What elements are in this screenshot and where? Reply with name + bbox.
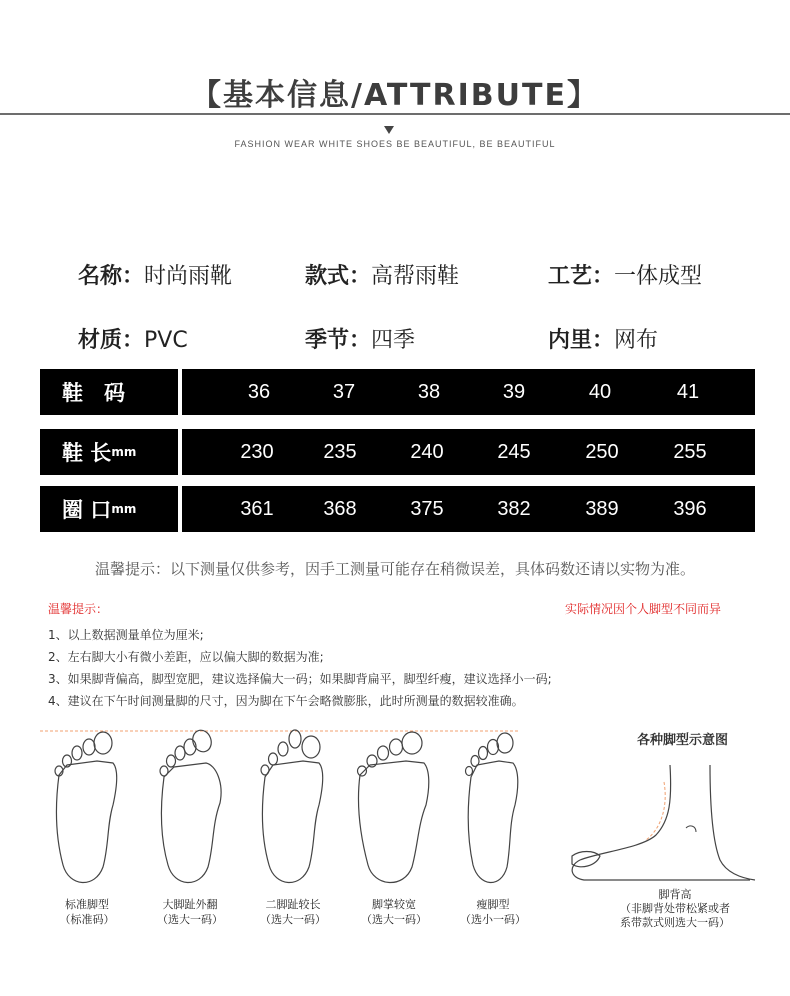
table-cell: 255 (673, 441, 707, 463)
table-cell: 38 (417, 381, 441, 403)
row-cells (182, 369, 755, 415)
note-item: 2、左右脚大小有微小差距，应以偏大脚的数据为准; (48, 650, 324, 664)
attr-craft: 工艺：一体成型 (548, 264, 703, 289)
foot-outline-icon (243, 725, 343, 895)
foot-outline-icon (140, 725, 240, 895)
table-cell: 41 (676, 381, 700, 403)
table-cell: 39 (502, 381, 526, 403)
foot-caption: 瘦脚型 （选小一码） (460, 898, 526, 926)
table-cell: 389 (585, 498, 619, 520)
warm-tip-label: 温馨提示： (48, 602, 109, 616)
foot-slim (443, 725, 543, 935)
table-cell: 230 (240, 441, 274, 463)
row-header: 鞋 码 (40, 369, 178, 415)
high-instep-caption: 脚背高 （非脚背处带松紧或者 系带款式则选大一码） (620, 888, 730, 929)
foot-wide (344, 725, 444, 935)
individual-difference-note: 实际情况因个人脚型不同而异 (565, 602, 722, 616)
table-row-size (40, 369, 755, 415)
row-header: 圈 口 mm (40, 486, 178, 532)
foot-outline-icon (37, 725, 137, 895)
foot-outline-icon (344, 725, 444, 895)
attr-material: 材质：PVC (78, 328, 188, 353)
table-row-length (40, 429, 755, 475)
table-cell: 396 (673, 498, 707, 520)
row-header: 鞋 长 mm (40, 429, 178, 475)
foot-caption: 二脚趾较长 （选大一码） (260, 898, 326, 926)
note-item: 3、如果脚背偏高，脚型宽肥，建议选择偏大一码；如果脚背扁平，脚型纤瘦，建议选择小一码; (48, 672, 552, 686)
row-cells (182, 486, 755, 532)
diagram-title: 各种脚型示意图 (637, 733, 729, 748)
table-cell: 361 (240, 498, 274, 520)
triangle-down-icon (384, 126, 394, 134)
table-cell: 245 (497, 441, 531, 463)
table-cell: 240 (410, 441, 444, 463)
table-row-circumference (40, 486, 755, 532)
table-cell: 37 (332, 381, 356, 403)
note-item: 1、以上数据测量单位为厘米; (48, 628, 204, 642)
foot-bunion (140, 725, 240, 935)
table-cell: 375 (410, 498, 444, 520)
measurement-tip: 温馨提示：以下测量仅供参考，因手工测量可能存在稍微误差，具体码数还请以实物为准。 (94, 560, 695, 578)
high-instep-foot-icon (560, 760, 770, 885)
section-subtitle: FASHION WEAR WHITE SHOES BE BEAUTIFUL, BE BEAUTIFUL (234, 139, 556, 149)
foot-long-second-toe (243, 725, 343, 935)
section-title: 【基本信息/ATTRIBUTE】 (0, 70, 790, 114)
table-cell: 368 (323, 498, 357, 520)
foot-caption: 大脚趾外翻 （选大一码） (157, 898, 223, 926)
table-cell: 250 (585, 441, 619, 463)
table-cell: 36 (247, 381, 271, 403)
table-cell: 382 (497, 498, 531, 520)
attr-name: 名称：时尚雨靴 (78, 264, 233, 289)
row-cells (182, 429, 755, 475)
attr-lining: 内里：网布 (548, 328, 659, 353)
table-cell: 40 (588, 381, 612, 403)
table-cell: 235 (323, 441, 357, 463)
foot-outline-icon (443, 725, 543, 895)
note-item: 4、建议在下午时间测量脚的尺寸，因为脚在下午会略微膨胀，此时所测量的数据较准确。 (48, 694, 524, 708)
attr-style: 款式：高帮雨鞋 (305, 264, 460, 289)
foot-caption: 标准脚型 （标准码） (59, 898, 115, 926)
attr-season: 季节：四季 (305, 328, 416, 353)
foot-caption: 脚掌较宽 （选大一码） (361, 898, 427, 926)
foot-standard (37, 725, 137, 935)
